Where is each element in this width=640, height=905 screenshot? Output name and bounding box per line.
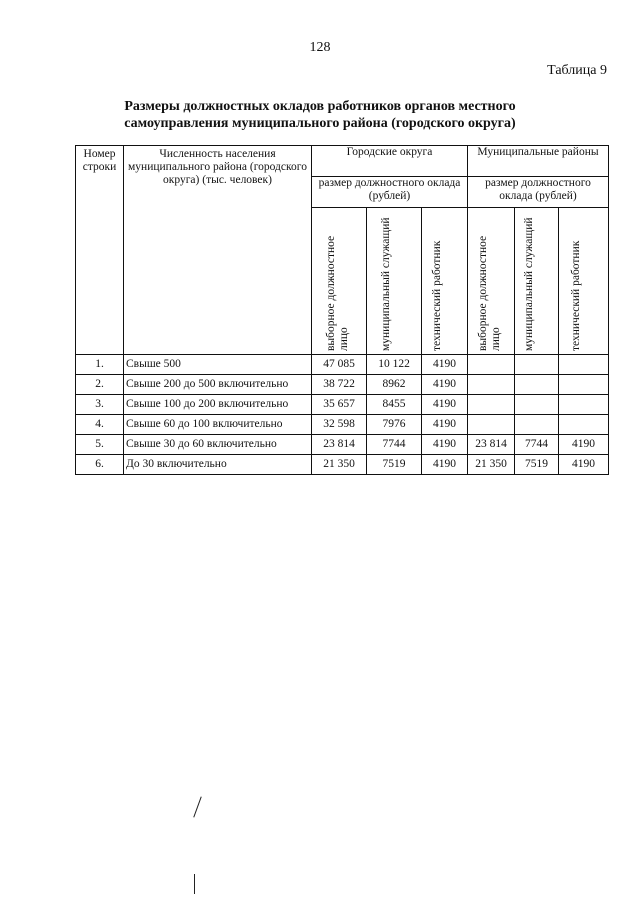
urban-elected-value: 23 814 (312, 435, 367, 455)
urban-servant-value: 8962 (367, 375, 422, 395)
header-urban-tech: технический работник (422, 208, 468, 355)
municipal-elected-value: 23 814 (468, 435, 515, 455)
urban-tech-value: 4190 (422, 455, 468, 475)
row-number: 6. (76, 455, 124, 475)
row-population: Свыше 30 до 60 включительно (124, 435, 312, 455)
municipal-tech-value (559, 395, 609, 415)
urban-elected-value: 32 598 (312, 415, 367, 435)
table-row (76, 395, 609, 415)
urban-servant-value: 10 122 (367, 355, 422, 375)
urban-elected-value: 35 657 (312, 395, 367, 415)
page-number: 128 (309, 40, 331, 55)
municipal-elected-value: 21 350 (468, 455, 515, 475)
urban-tech-value: 4190 (422, 355, 468, 375)
pen-mark (194, 874, 195, 894)
row-population: До 30 включительно (124, 455, 312, 475)
row-population: Свыше 60 до 100 включительно (124, 415, 312, 435)
urban-servant-value: 7519 (367, 455, 422, 475)
table-row (76, 375, 609, 395)
table-row (76, 435, 609, 455)
municipal-tech-value (559, 415, 609, 435)
table-row (76, 415, 609, 435)
header-row-number: Номер строки (76, 146, 124, 355)
table-row (76, 455, 609, 475)
header-municipal-servant: муниципальный служащий (515, 208, 559, 355)
urban-elected-value: 47 085 (312, 355, 367, 375)
row-number: 5. (76, 435, 124, 455)
urban-tech-value: 4190 (422, 415, 468, 435)
header-municipal-elected: выборное должностное лицо (468, 208, 515, 355)
municipal-elected-value (468, 375, 515, 395)
row-number: 2. (76, 375, 124, 395)
table-row (76, 355, 609, 375)
pen-mark (193, 796, 201, 817)
table-label: Таблица 9 (547, 63, 607, 78)
title-line-2: самоуправления муниципального района (городского округа) (124, 116, 516, 131)
header-row-1 (76, 146, 609, 177)
salary-table (75, 145, 609, 475)
municipal-tech-value: 4190 (559, 455, 609, 475)
municipal-servant-value (515, 355, 559, 375)
row-number: 3. (76, 395, 124, 415)
row-population: Свыше 100 до 200 включительно (124, 395, 312, 415)
urban-tech-value: 4190 (422, 435, 468, 455)
municipal-tech-value: 4190 (559, 435, 609, 455)
urban-elected-value: 38 722 (312, 375, 367, 395)
urban-tech-value: 4190 (422, 395, 468, 415)
municipal-elected-value (468, 355, 515, 375)
municipal-servant-value (515, 375, 559, 395)
document-title (0, 98, 640, 132)
header-municipal-salary: размер должностного оклада (рублей) (468, 177, 609, 208)
municipal-tech-value (559, 355, 609, 375)
urban-servant-value: 7744 (367, 435, 422, 455)
urban-servant-value: 7976 (367, 415, 422, 435)
row-population: Свыше 500 (124, 355, 312, 375)
header-municipal-tech: технический работник (559, 208, 609, 355)
urban-elected-value: 21 350 (312, 455, 367, 475)
municipal-tech-value (559, 375, 609, 395)
header-urban-servant: муниципальный служащий (367, 208, 422, 355)
municipal-servant-value: 7519 (515, 455, 559, 475)
municipal-servant-value (515, 395, 559, 415)
row-population: Свыше 200 до 500 включительно (124, 375, 312, 395)
municipal-elected-value (468, 395, 515, 415)
municipal-elected-value (468, 415, 515, 435)
row-number: 4. (76, 415, 124, 435)
municipal-servant-value (515, 415, 559, 435)
urban-servant-value: 8455 (367, 395, 422, 415)
municipal-servant-value: 7744 (515, 435, 559, 455)
header-urban-salary: размер должностного оклада (рублей) (312, 177, 468, 208)
header-urban-districts: Городские округа (312, 146, 468, 177)
title-line-1: Размеры должностных окладов работников органов местного (124, 99, 516, 114)
header-population: Численность населения муниципального района (городского округа) (тыс. человек) (124, 146, 312, 355)
urban-tech-value: 4190 (422, 375, 468, 395)
header-municipal-districts: Муниципальные районы (468, 146, 609, 177)
row-number: 1. (76, 355, 124, 375)
header-urban-elected: выборное должностное лицо (312, 208, 367, 355)
